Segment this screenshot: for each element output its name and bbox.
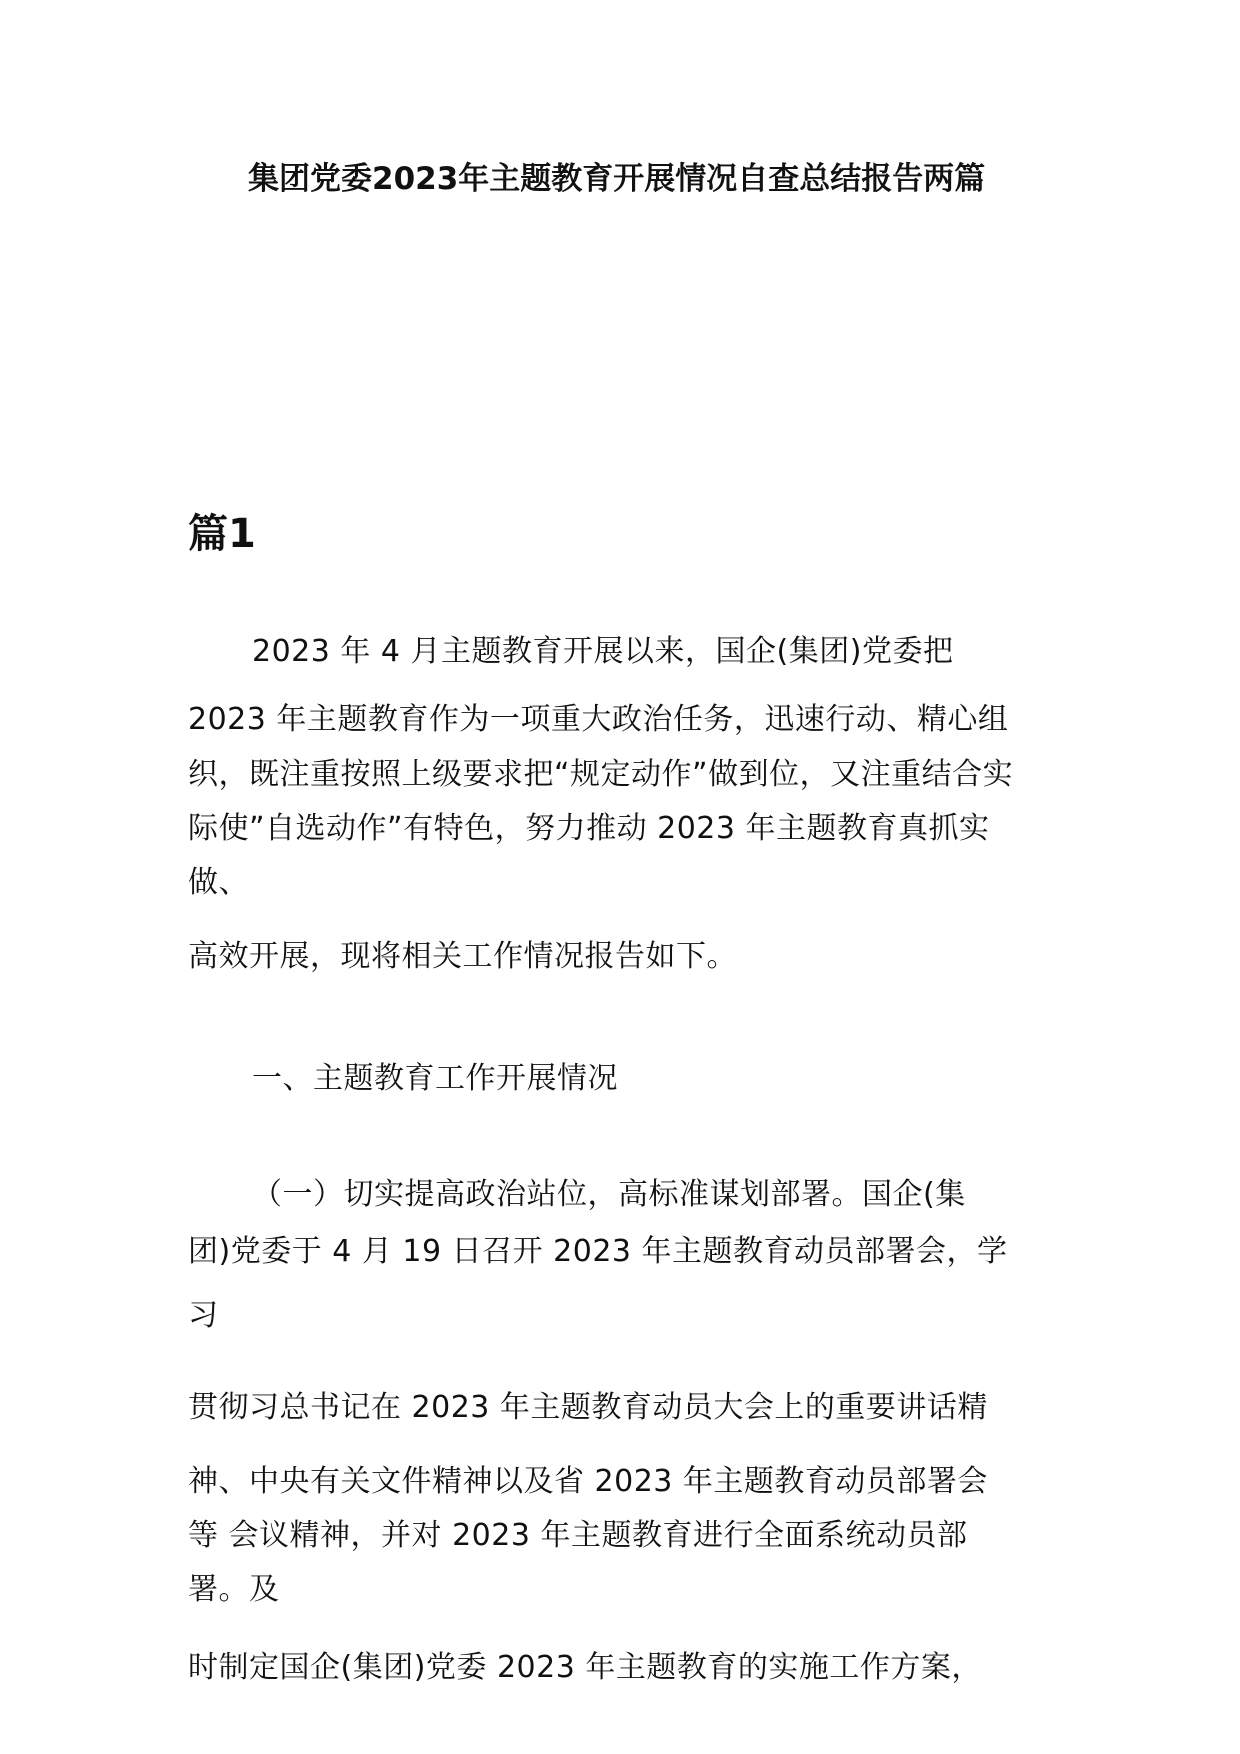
paragraph-line: 织，既注重按照上级要求把“规定动作”做到位，又注重结合实 (188, 757, 1014, 792)
paragraph-line: （一）切实提高政治站位，高标准谋划部署。国企(集 (252, 1177, 966, 1212)
paragraph-line: 贯彻习总书记在 2023 年主题教育动员大会上的重要讲话精 (188, 1390, 988, 1425)
paragraph-line: 高效开展，现将相关工作情况报告如下。 (188, 939, 737, 974)
paragraph-line: 时制定国企(集团)党委 2023 年主题教育的实施工作方案， (188, 1650, 982, 1685)
paragraph-line: 团)党委于 4 月 19 日召开 2023 年主题教育动员部署会，学 (188, 1234, 1008, 1269)
paragraph-line: 署。及 (188, 1572, 280, 1607)
paragraph-line: 神、中央有关文件精神以及省 2023 年主题教育动员部署会 (188, 1464, 988, 1499)
document-title: 集团党委2023年主题教育开展情况自查总结报告两篇 (248, 161, 986, 197)
paragraph-line: 习 (188, 1298, 219, 1333)
paragraph-line: 2023 年主题教育作为一项重大政治任务，迅速行动、精心组 (188, 702, 1009, 737)
paragraph-line: 2023 年 4 月主题教育开展以来，国企(集团)党委把 (252, 634, 954, 669)
paragraph-line: 等 会议精神，并对 2023 年主题教育进行全面系统动员部 (188, 1518, 968, 1553)
subheading-line: 一、主题教育工作开展情况 (252, 1061, 618, 1096)
paragraph-line: 做、 (188, 865, 249, 900)
section-heading: 篇1 (188, 511, 256, 557)
paragraph-line: 际使”自选动作”有特色，努力推动 2023 年主题教育真抓实 (188, 811, 990, 846)
